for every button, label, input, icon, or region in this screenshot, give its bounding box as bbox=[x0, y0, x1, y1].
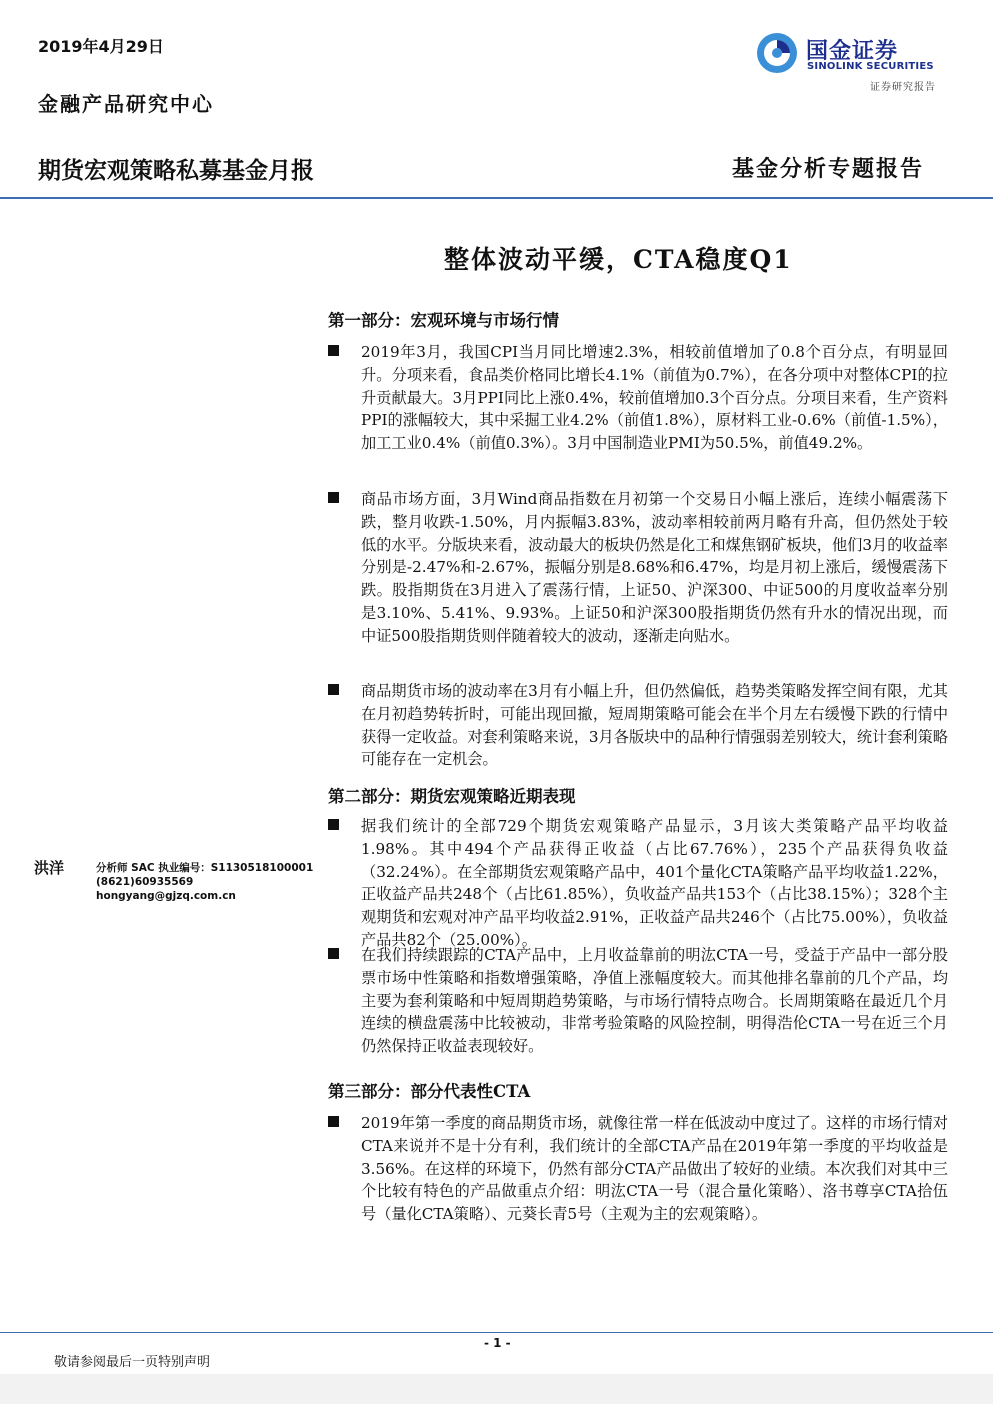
report-type: 基金分析专题报告 bbox=[732, 156, 925, 182]
list-item bbox=[328, 815, 948, 952]
bullet-square-icon bbox=[328, 684, 339, 695]
logo-subtitle: 证券研究报告 bbox=[870, 82, 936, 93]
bullet-square-icon bbox=[328, 345, 339, 356]
list-item bbox=[328, 944, 948, 1058]
bullet-square-icon bbox=[328, 492, 339, 503]
section-heading-1: 第一部分：宏观环境与市场行情 bbox=[328, 311, 559, 330]
list-item bbox=[328, 1112, 948, 1226]
report-series-title: 期货宏观策略私募基金月报 bbox=[38, 158, 314, 184]
analyst-name: 洪洋 bbox=[34, 859, 65, 877]
list-item bbox=[328, 680, 948, 771]
logo-chinese-name: 国金证券 bbox=[806, 39, 899, 64]
analyst-info bbox=[96, 861, 313, 903]
research-center: 金融产品研究中心 bbox=[38, 92, 214, 116]
report-date: 2019年4月29日 bbox=[38, 37, 164, 56]
analyst-sac-id: 分析师 SAC 执业编号：S1130518100001 bbox=[96, 862, 314, 874]
bullet-square-icon bbox=[328, 948, 339, 959]
page-title: 整体波动平缓，CTA稳度Q1 bbox=[444, 245, 793, 274]
bullet-square-icon bbox=[328, 819, 339, 830]
logo-english-name: SINOLINK SECURITIES bbox=[807, 61, 934, 72]
disclaimer-note: 敬请参阅最后一页特别声明 bbox=[54, 1355, 211, 1370]
paragraph: 据我们统计的全部729个期货宏观策略产品显示，3月该大类策略产品平均收益1.98%。其中494个产品获得正收益（占比67.76%），235个产品获得负收益（32.24%）。在全部期货宏观策略产品中，401个量化CTA策略产品平均收益1.22%，正收益产品共248个（占比61.85%），负收益产品共153个（占比38.15%）；328个主观期货和宏观对冲产品平均收益2.91%，正收益产品共246个（占比75.00%），负收益产品共82个（25.00%）。 bbox=[361, 817, 948, 949]
footer-band bbox=[0, 1374, 993, 1404]
bullet-square-icon bbox=[328, 1116, 339, 1127]
page-number: - 1 - bbox=[484, 1336, 511, 1350]
header-divider bbox=[0, 197, 993, 199]
list-item bbox=[328, 341, 948, 455]
sinolink-circle-logo-icon bbox=[756, 32, 798, 74]
section-heading-3: 第三部分：部分代表性CTA bbox=[328, 1082, 531, 1101]
paragraph: 商品期货市场的波动率在3月有小幅上升，但仍然偏低，趋势类策略发挥空间有限，尤其在月初趋势转折时，可能出现回撤，短周期策略可能会在半个月左右缓慢下跌的行情中获得一定收益。对套利策略来说，3月各版块中的品种行情强弱差别较大，统计套利策略可能存在一定机会。 bbox=[361, 682, 948, 769]
paragraph: 在我们持续跟踪的CTA产品中，上月收益靠前的明汯CTA一号，受益于产品中一部分股票市场中性策略和指数增强策略，净值上涨幅度较大。而其他排名靠前的几个产品，均主要为套利策略和中短周期趋势策略，与市场行情特点吻合。长周期策略在最近几个月连续的横盘震荡中比较被动，非常考验策略的风险控制，明得浩伦CTA一号在近三个月仍然保持正收益表现较好。 bbox=[361, 946, 948, 1056]
paragraph: 商品市场方面，3月Wind商品指数在月初第一个交易日小幅上涨后，连续小幅震荡下跌，整月收跌-1.50%，月内振幅3.83%，波动率相较前两月略有升高，但仍然处于较低的水平。分版块来看，波动最大的板块仍然是化工和煤焦钢矿板块，他们3月的收益率分别是-2.47%和-2.67%，振幅分别是8.68%和6.47%，均是月初上涨后，缓慢震荡下跌。股指期货在3月进入了震荡行情，上证50、沪深300、中证500的月度收益率分别是3.10%、5.41%、9.93%。上证50和沪深300股指期货仍然有升水的情况出现，而中证500股指期货则伴随着较大的波动，逐渐走向贴水。 bbox=[361, 490, 948, 645]
analyst-phone: (8621)60935569 bbox=[96, 876, 194, 888]
section-heading-2: 第二部分：期货宏观策略近期表现 bbox=[328, 787, 576, 806]
paragraph: 2019年3月，我国CPI当月同比增速2.3%，相较前值增加了0.8个百分点，有明显回升。分项来看，食品类价格同比增长4.1%（前值为0.7%），在各分项中对整体CPI的拉升贡献最大。3月PPI同比上涨0.4%，较前值增加0.3个百分点。分项目来看，生产资料PPI的涨幅较大，其中采掘工业4.2%（前值1.8%），原材料工业-0.6%（前值-1.5%），加工工业0.4%（前值0.3%）。3月中国制造业PMI为50.5%，前值49.2%。 bbox=[361, 343, 948, 453]
analyst-email: hongyang@gjzq.com.cn bbox=[96, 890, 236, 902]
footer-divider bbox=[0, 1332, 993, 1333]
paragraph: 2019年第一季度的商品期货市场，就像往常一样在低波动中度过了。这样的市场行情对CTA来说并不是十分有利，我们统计的全部CTA产品在2019年第一季度的平均收益是3.56%。在这样的环境下，仍然有部分CTA产品做出了较好的业绩。本次我们对其中三个比较有特色的产品做重点介绍：明汯CTA一号（混合量化策略）、洛书尊享CTA拾伍号（量化CTA策略）、元葵长青5号（主观为主的宏观策略）。 bbox=[361, 1114, 948, 1224]
list-item bbox=[328, 488, 948, 648]
